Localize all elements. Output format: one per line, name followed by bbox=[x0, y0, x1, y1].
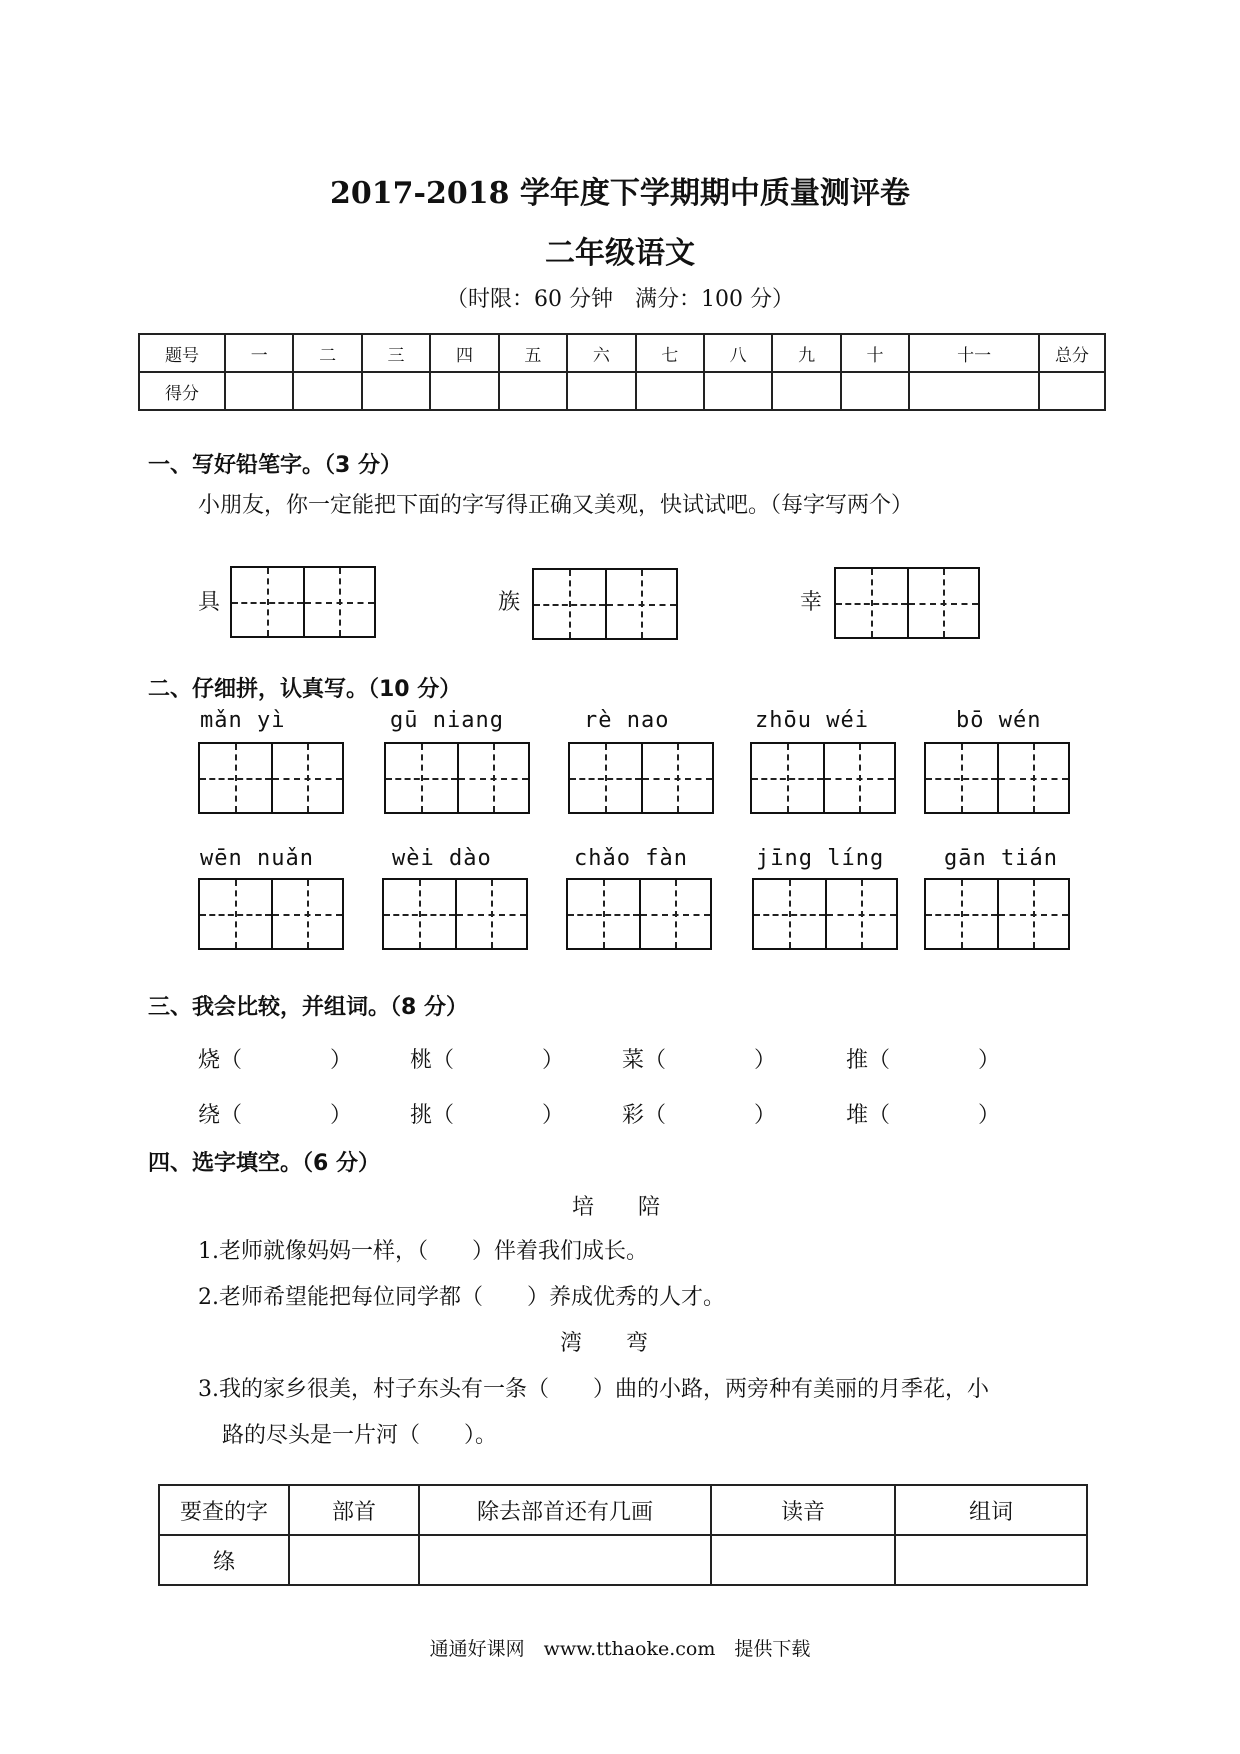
dictionary-lookup-table bbox=[158, 1484, 1088, 1586]
lookup-header: 要查的字 bbox=[159, 1485, 289, 1535]
question-1[interactable]: 1.老师就像妈妈一样，（ ）伴着我们成长。 bbox=[198, 1239, 648, 1264]
pinyin-prompt: chǎo fàn bbox=[574, 846, 688, 871]
pinyin-prompt: mǎn yì bbox=[200, 708, 286, 733]
writing-grid[interactable] bbox=[230, 566, 376, 638]
score-table-header-row bbox=[139, 334, 1105, 372]
pinyin-prompt: bō wén bbox=[956, 708, 1042, 733]
lookup-header-row bbox=[159, 1485, 1087, 1535]
writing-grid[interactable] bbox=[750, 742, 896, 814]
compare-item[interactable]: 桃（ ） bbox=[410, 1048, 565, 1073]
section4-heading: 四、选字填空。（6 分） bbox=[148, 1151, 380, 1176]
compare-item[interactable]: 彩（ ） bbox=[622, 1103, 777, 1128]
score-blank[interactable] bbox=[362, 372, 430, 410]
lookup-row bbox=[159, 1535, 1087, 1585]
score-blank[interactable] bbox=[293, 372, 361, 410]
word-pair: 培 陪 bbox=[572, 1195, 661, 1220]
score-blank[interactable] bbox=[499, 372, 567, 410]
pinyin-prompt: wēn nuǎn bbox=[200, 846, 314, 871]
exam-limits: （时限：60 分钟 满分：100 分） bbox=[446, 287, 794, 312]
page-title: 2017-2018 学年度下学期期中质量测评卷 bbox=[330, 176, 910, 211]
writing-grid[interactable] bbox=[384, 742, 530, 814]
lookup-header: 读音 bbox=[711, 1485, 895, 1535]
writing-grid[interactable] bbox=[532, 568, 678, 640]
section1-instruction: 小朋友，你一定能把下面的字写得正确又美观，快试试吧。（每字写两个） bbox=[198, 493, 914, 518]
question-2[interactable]: 2.老师希望能把每位同学都（ ）养成优秀的人才。 bbox=[198, 1285, 725, 1310]
score-blank[interactable] bbox=[704, 372, 772, 410]
lookup-blank[interactable] bbox=[711, 1535, 895, 1585]
compare-item[interactable]: 堆（ ） bbox=[846, 1103, 1001, 1128]
question-3[interactable]: 3.我的家乡很美，村子东头有一条（ ）曲的小路，两旁种有美丽的月季花，小 bbox=[198, 1377, 989, 1402]
score-cell: 十一 bbox=[909, 334, 1039, 372]
pinyin-prompt: zhōu wéi bbox=[755, 708, 869, 733]
lookup-blank[interactable] bbox=[895, 1535, 1087, 1585]
score-cell: 一 bbox=[225, 334, 293, 372]
lookup-header: 部首 bbox=[289, 1485, 419, 1535]
lookup-char: 绦 bbox=[159, 1535, 289, 1585]
score-blank[interactable] bbox=[909, 372, 1039, 410]
score-cell: 九 bbox=[772, 334, 840, 372]
writing-grid[interactable] bbox=[752, 878, 898, 950]
lookup-header: 除去部首还有几画 bbox=[419, 1485, 711, 1535]
score-cell: 八 bbox=[704, 334, 772, 372]
pinyin-prompt: jīng líng bbox=[756, 846, 885, 871]
score-blank[interactable] bbox=[636, 372, 704, 410]
footer-credit: 通通好课网 www.tthaoke.com 提供下载 bbox=[429, 1638, 811, 1660]
writing-grid[interactable] bbox=[198, 878, 344, 950]
compare-item[interactable]: 绕（ ） bbox=[198, 1103, 353, 1128]
score-cell: 六 bbox=[567, 334, 635, 372]
score-cell: 十 bbox=[841, 334, 909, 372]
score-row-label: 得分 bbox=[139, 372, 225, 410]
score-blank[interactable] bbox=[772, 372, 840, 410]
writing-grid[interactable] bbox=[566, 878, 712, 950]
question-3-continued[interactable]: 路的尽头是一片河（ ）。 bbox=[222, 1423, 498, 1448]
score-blank[interactable] bbox=[567, 372, 635, 410]
writing-grid[interactable] bbox=[198, 742, 344, 814]
writing-grid[interactable] bbox=[924, 878, 1070, 950]
practice-char: 族 bbox=[498, 590, 521, 615]
lookup-header: 组词 bbox=[895, 1485, 1087, 1535]
lookup-blank[interactable] bbox=[419, 1535, 711, 1585]
score-table bbox=[138, 333, 1106, 411]
compare-item[interactable]: 挑（ ） bbox=[410, 1103, 565, 1128]
practice-char: 幸 bbox=[800, 590, 823, 615]
word-pair: 湾 弯 bbox=[560, 1331, 649, 1356]
writing-grid[interactable] bbox=[568, 742, 714, 814]
score-cell: 总分 bbox=[1039, 334, 1105, 372]
writing-grid[interactable] bbox=[834, 567, 980, 639]
score-cell: 五 bbox=[499, 334, 567, 372]
score-table-score-row bbox=[139, 372, 1105, 410]
section2-heading: 二、仔细拼，认真写。（10 分） bbox=[148, 677, 462, 702]
score-cell: 三 bbox=[362, 334, 430, 372]
writing-grid[interactable] bbox=[924, 742, 1070, 814]
section3-heading: 三、我会比较，并组词。（8 分） bbox=[148, 995, 468, 1020]
score-cell: 四 bbox=[430, 334, 498, 372]
section1-heading: 一、写好铅笔字。（3 分） bbox=[148, 453, 402, 478]
score-blank[interactable] bbox=[1039, 372, 1105, 410]
pinyin-prompt: gū niang bbox=[390, 708, 504, 733]
score-cell: 七 bbox=[636, 334, 704, 372]
page-subtitle: 二年级语文 bbox=[545, 236, 695, 271]
practice-char: 具 bbox=[198, 590, 221, 615]
compare-item[interactable]: 推（ ） bbox=[846, 1048, 1001, 1073]
compare-item[interactable]: 烧（ ） bbox=[198, 1048, 353, 1073]
score-cell: 二 bbox=[293, 334, 361, 372]
pinyin-prompt: rè nao bbox=[584, 708, 670, 733]
writing-grid[interactable] bbox=[382, 878, 528, 950]
score-cell: 题号 bbox=[139, 334, 225, 372]
score-blank[interactable] bbox=[225, 372, 293, 410]
lookup-blank[interactable] bbox=[289, 1535, 419, 1585]
pinyin-prompt: wèi dào bbox=[392, 846, 492, 871]
score-blank[interactable] bbox=[430, 372, 498, 410]
score-blank[interactable] bbox=[841, 372, 909, 410]
pinyin-prompt: gān tián bbox=[944, 846, 1058, 871]
compare-item[interactable]: 菜（ ） bbox=[622, 1048, 777, 1073]
